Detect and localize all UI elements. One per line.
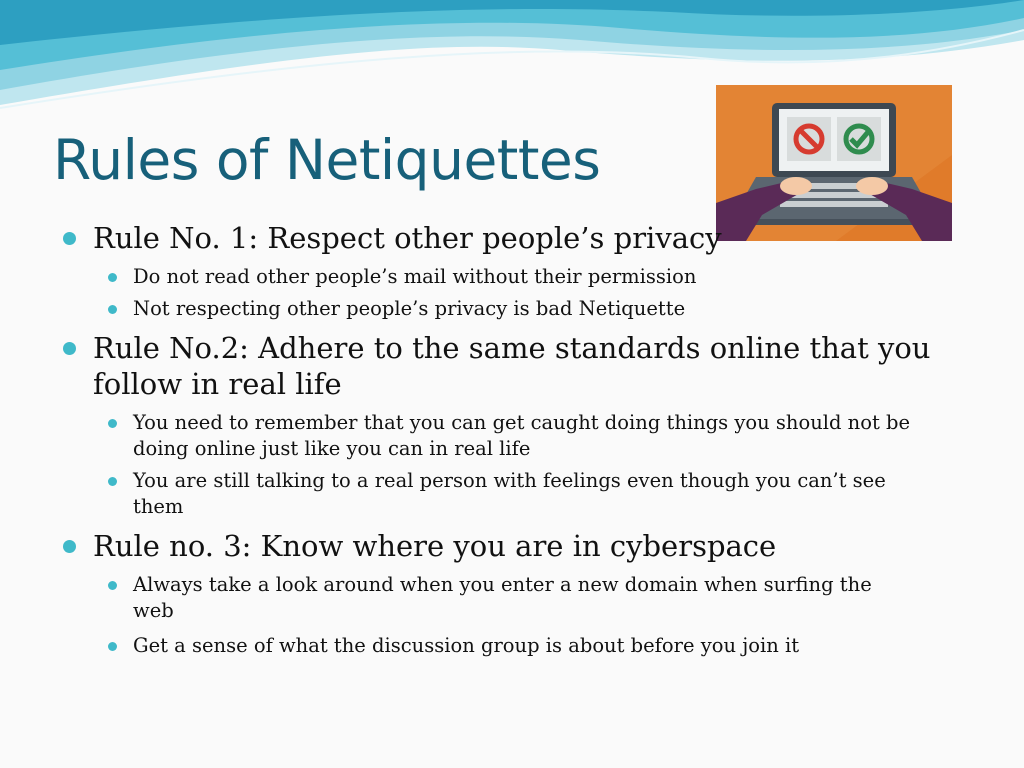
bullet-icon (108, 581, 117, 590)
rule-3-heading: Rule no. 3: Know where you are in cyberspace (93, 528, 776, 564)
rule-3-point-1: Always take a look around when you enter a new domain when surfing the web (133, 572, 872, 624)
rule-1-point-1: Do not read other people’s mail without their permission (133, 264, 696, 290)
bullet-icon (108, 419, 117, 428)
bullet-icon (63, 540, 76, 553)
rule-2-point-1: You need to remember that you can get caught doing things you should not be doing online just like you can in real life (133, 410, 910, 462)
rule-2-point-2: You are still talking to a real person with feelings even though you can’t see them (133, 468, 886, 520)
bullet-icon (108, 305, 117, 314)
bullet-icon (108, 642, 117, 651)
bullet-icon (63, 342, 76, 355)
rule-1-heading: Rule No. 1: Respect other people’s privacy (93, 220, 722, 256)
rule-2-heading: Rule No.2: Adhere to the same standards online that you follow in real life (93, 330, 930, 402)
bullet-icon (108, 273, 117, 282)
slide-title: Rules of Netiquettes (53, 128, 601, 192)
bullet-icon (63, 232, 76, 245)
rule-3-point-2: Get a sense of what the discussion group is about before you join it (133, 633, 799, 659)
rule-1-point-2: Not respecting other people’s privacy is bad Netiquette (133, 296, 685, 322)
bullet-icon (108, 477, 117, 486)
